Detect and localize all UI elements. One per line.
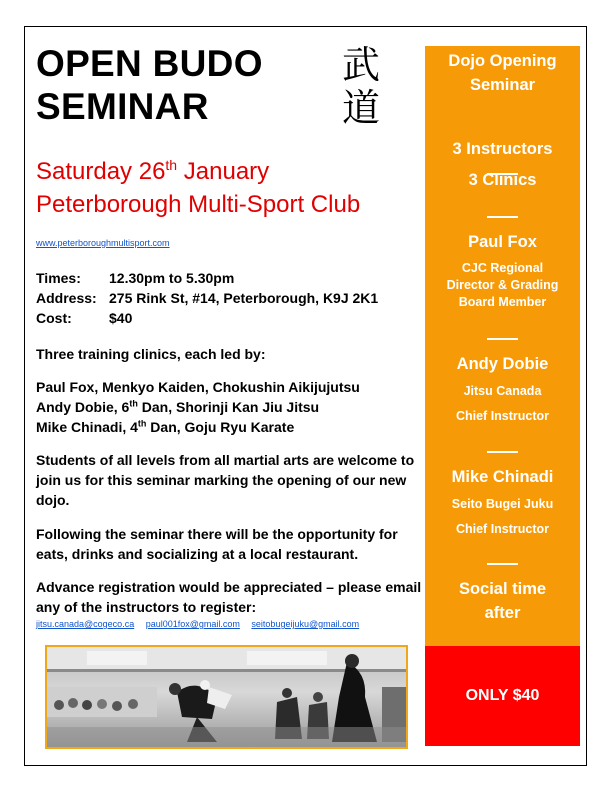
- instructor-item: Mike Chinadi, 4th Dan, Goju Ryu Karate: [36, 418, 295, 435]
- sidebar-heading: Dojo Opening Seminar: [448, 52, 557, 94]
- sidebar-social: Social time after: [458, 580, 547, 622]
- page-title: [36, 42, 263, 128]
- sidebar-clinics-count: 3 Clinics: [468, 171, 537, 189]
- detail-label: Address:: [36, 290, 97, 306]
- detail-label: Times:: [36, 270, 81, 286]
- kanji-do: 道: [341, 86, 380, 130]
- sidebar-divider: [487, 451, 518, 453]
- event-date: Saturday 26th January: [36, 157, 270, 185]
- sidebar-paul-role: CJC Regional Director & Grading Board Member: [446, 261, 559, 309]
- sidebar-mike-role: Chief Instructor: [455, 522, 550, 536]
- detail-value: $40: [109, 310, 133, 326]
- detail-value: 275 Rink St, #14, Peterborough, K9J 2K1: [109, 290, 379, 306]
- event-venue: Peterborough Multi-Sport Club: [36, 191, 361, 218]
- title-line-2: SEMINAR: [36, 86, 209, 127]
- budo-kanji: [337, 44, 385, 130]
- event-details: [36, 268, 378, 328]
- sidebar-divider: [487, 216, 518, 218]
- detail-row-address: [36, 288, 378, 308]
- price-label: ONLY $40: [465, 687, 540, 704]
- sidebar-mike-org: Seito Bugei Juku: [451, 497, 554, 511]
- sidebar-divider: [487, 338, 518, 340]
- sidebar-andy-org: Jitsu Canada: [463, 384, 542, 398]
- sidebar-paul-name: Paul Fox: [468, 233, 537, 251]
- instructor-list: [36, 377, 428, 437]
- sidebar-andy-name: Andy Dobie: [456, 355, 549, 373]
- detail-label: Cost:: [36, 310, 72, 326]
- event-date-venue: [36, 155, 360, 221]
- sidebar-mike-name: Mike Chinadi: [451, 468, 554, 486]
- welcome-paragraph: Students of all levels from all martial arts are welcome to join us for this seminar marking the opening of our new dojo.: [36, 452, 415, 508]
- detail-value: 12.30pm to 5.30pm: [109, 270, 235, 286]
- sidebar-instructors-count: 3 Instructors: [452, 140, 553, 158]
- website-link[interactable]: www.peterboroughmultisport.com: [36, 238, 170, 248]
- email-link-paul[interactable]: paul001fox@gmail.com: [145, 619, 240, 629]
- instructor-item: Andy Dobie, 6th Dan, Shorinji Kan Jiu Jitsu: [36, 398, 320, 415]
- price-badge: [425, 646, 580, 746]
- email-link-seito[interactable]: seitobugeijuku@gmail.com: [251, 619, 360, 629]
- clinics-intro: Three training clinics, each led by:: [36, 346, 266, 362]
- detail-row-cost: [36, 308, 378, 328]
- social-paragraph: Following the seminar there will be the opportunity for eats, drinks and socializing at a local restaurant.: [36, 526, 398, 562]
- dojo-photo-illustration: [47, 647, 406, 747]
- dojo-photo: [45, 645, 408, 749]
- detail-row-times: [36, 268, 378, 288]
- sidebar-panel: [425, 46, 580, 646]
- registration-paragraph: Advance registration would be appreciated – please email any of the instructors to register:: [36, 579, 422, 615]
- email-links: [36, 619, 368, 629]
- email-link-jitsu[interactable]: jitsu.canada@cogeco.ca: [36, 619, 135, 629]
- instructor-item: Paul Fox, Menkyo Kaiden, Chokushin Aikijujutsu: [36, 379, 360, 395]
- sidebar-divider: [487, 563, 518, 565]
- sidebar-andy-role: Chief Instructor: [455, 409, 550, 423]
- title-line-1: OPEN BUDO: [36, 43, 263, 84]
- kanji-bu: 武: [341, 43, 380, 87]
